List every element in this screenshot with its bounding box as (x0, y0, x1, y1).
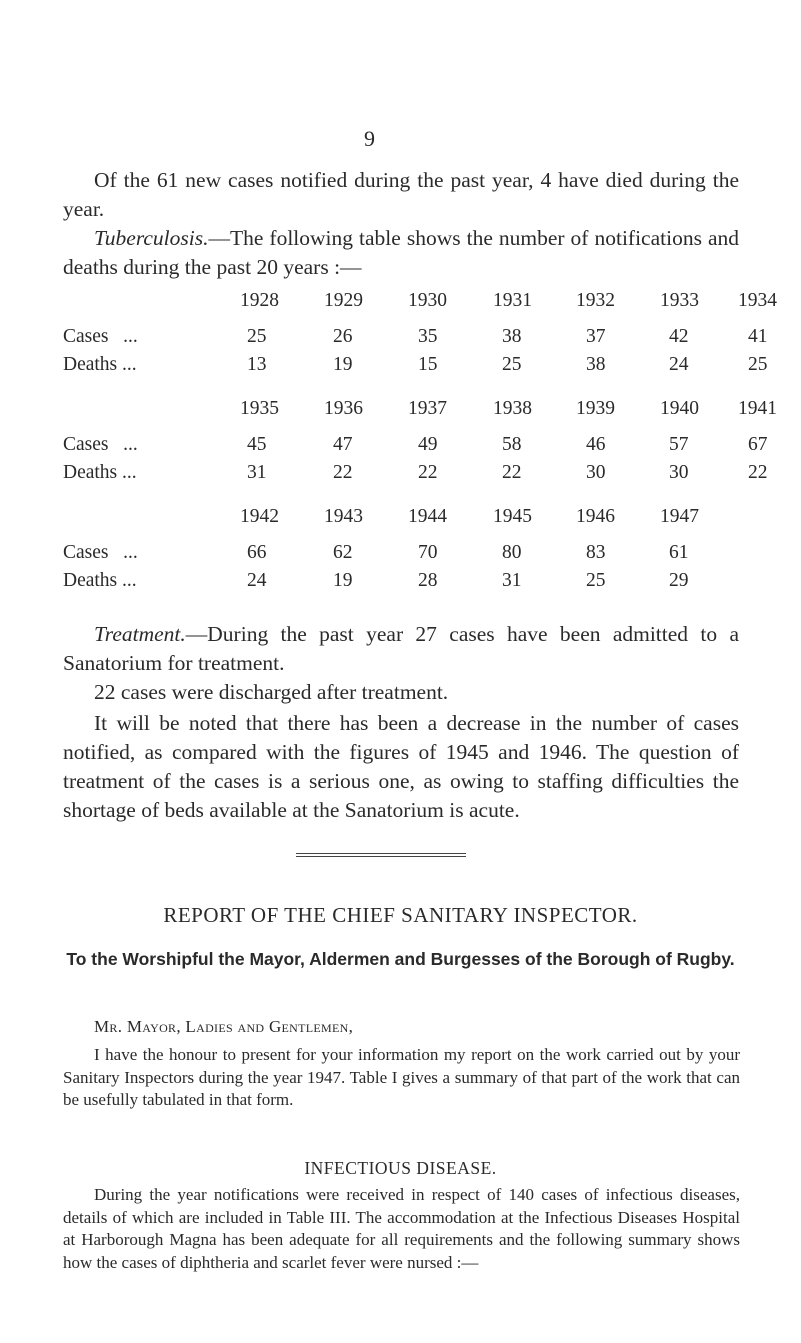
year-cell: 1936 (324, 398, 363, 419)
cases-cell: 67 (748, 434, 768, 455)
deaths-cell: 22 (502, 462, 522, 483)
cases-cell: 38 (502, 326, 522, 347)
deaths-cell: 22 (748, 462, 768, 483)
year-cell: 1947 (660, 506, 699, 527)
page-number: 9 (364, 126, 375, 151)
deaths-cell: 22 (418, 462, 438, 483)
deaths-cell: 31 (502, 570, 522, 591)
deaths-cell: 13 (247, 354, 267, 375)
year-cell: 1929 (324, 290, 363, 311)
year-cell: 1938 (493, 398, 532, 419)
tuberculosis-heading: Tuberculosis. (94, 226, 209, 250)
infectious-disease-heading: INFECTIOUS DISEASE. (304, 1158, 497, 1178)
treatment-text: —During the past year 27 cases have been admitted to a Sanatorium for treatment. (63, 622, 739, 675)
deaths-cell: 29 (669, 570, 689, 591)
cases-cell: 80 (502, 542, 522, 563)
year-cell: 1943 (324, 506, 363, 527)
deaths-cell: 25 (586, 570, 606, 591)
year-cell: 1934 (738, 290, 777, 311)
salutation: Mr. Mayor, Ladies and Gentlemen, (94, 1017, 354, 1036)
tuberculosis-text: —The following table shows the number of notifications and deaths during the past 20 years :— (63, 226, 739, 279)
decrease-note-paragraph: It will be noted that there has been a decrease in the number of cases notified, as compared with the figures of 1945 and 1946. The question of treatment of the cases is a serious one, as owing to staffing difficulties the shortage of beds available at the Sanatorium is acute. (63, 711, 739, 822)
year-cell: 1945 (493, 506, 532, 527)
year-cell: 1935 (240, 398, 279, 419)
section-divider (296, 856, 466, 857)
cases-label: Cases ... (63, 542, 138, 563)
discharged-paragraph: 22 cases were discharged after treatment. (94, 680, 449, 704)
cases-cell: 66 (247, 542, 267, 563)
cases-cell: 26 (333, 326, 353, 347)
address-line: To the Worshipful the Mayor, Aldermen and Burgesses of the Borough of Rugby. (66, 949, 735, 969)
intro-paragraph: Of the 61 new cases notified during the past year, 4 have died during the year. (63, 168, 739, 221)
deaths-cell: 22 (333, 462, 353, 483)
deaths-cell: 31 (247, 462, 267, 483)
cases-cell: 58 (502, 434, 522, 455)
deaths-label: Deaths ... (63, 570, 137, 591)
cases-cell: 41 (748, 326, 768, 347)
deaths-cell: 15 (418, 354, 438, 375)
cases-label: Cases ... (63, 434, 138, 455)
cases-cell: 46 (586, 434, 606, 455)
year-cell: 1940 (660, 398, 699, 419)
year-cell: 1937 (408, 398, 447, 419)
deaths-cell: 24 (247, 570, 267, 591)
deaths-cell: 30 (669, 462, 689, 483)
cases-cell: 47 (333, 434, 353, 455)
deaths-label: Deaths ... (63, 462, 137, 483)
section-divider (296, 853, 466, 854)
treatment-heading: Treatment. (94, 622, 186, 646)
year-cell: 1930 (408, 290, 447, 311)
deaths-cell: 38 (586, 354, 606, 375)
year-cell: 1931 (493, 290, 532, 311)
cases-cell: 57 (669, 434, 689, 455)
deaths-cell: 28 (418, 570, 438, 591)
deaths-cell: 19 (333, 354, 353, 375)
year-cell: 1939 (576, 398, 615, 419)
cases-label: Cases ... (63, 326, 138, 347)
year-cell: 1928 (240, 290, 279, 311)
deaths-cell: 25 (502, 354, 522, 375)
report-title: REPORT OF THE CHIEF SANITARY INSPECTOR. (163, 903, 638, 927)
infectious-disease-paragraph: During the year notifications were received in respect of 140 cases of infectious diseases, details of which are included in Table III. The accommodation at the Infectious Diseases Hospital at Harborough Magna has been adequate for all requirements and the following summary shows how the cases of diphtheria and scarlet fever were nursed :— (63, 1185, 740, 1272)
treatment-paragraph (63, 620, 739, 678)
year-cell: 1941 (738, 398, 777, 419)
cases-cell: 37 (586, 326, 606, 347)
cases-cell: 35 (418, 326, 438, 347)
cases-cell: 42 (669, 326, 689, 347)
deaths-cell: 25 (748, 354, 768, 375)
honour-paragraph: I have the honour to present for your information my report on the work carried out by your Sanitary Inspectors during the year 1947. Table I gives a summary of that part of the work that can be usefully tabulated in that form. (63, 1045, 740, 1109)
cases-cell: 61 (669, 542, 689, 563)
cases-cell: 25 (247, 326, 267, 347)
year-cell: 1932 (576, 290, 615, 311)
cases-cell: 83 (586, 542, 606, 563)
cases-cell: 49 (418, 434, 438, 455)
deaths-cell: 19 (333, 570, 353, 591)
year-cell: 1946 (576, 506, 615, 527)
deaths-cell: 30 (586, 462, 606, 483)
year-cell: 1944 (408, 506, 447, 527)
deaths-cell: 24 (669, 354, 689, 375)
deaths-label: Deaths ... (63, 354, 137, 375)
year-cell: 1942 (240, 506, 279, 527)
year-cell: 1933 (660, 290, 699, 311)
tuberculosis-paragraph (63, 224, 739, 282)
cases-cell: 45 (247, 434, 267, 455)
cases-cell: 62 (333, 542, 353, 563)
cases-cell: 70 (418, 542, 438, 563)
